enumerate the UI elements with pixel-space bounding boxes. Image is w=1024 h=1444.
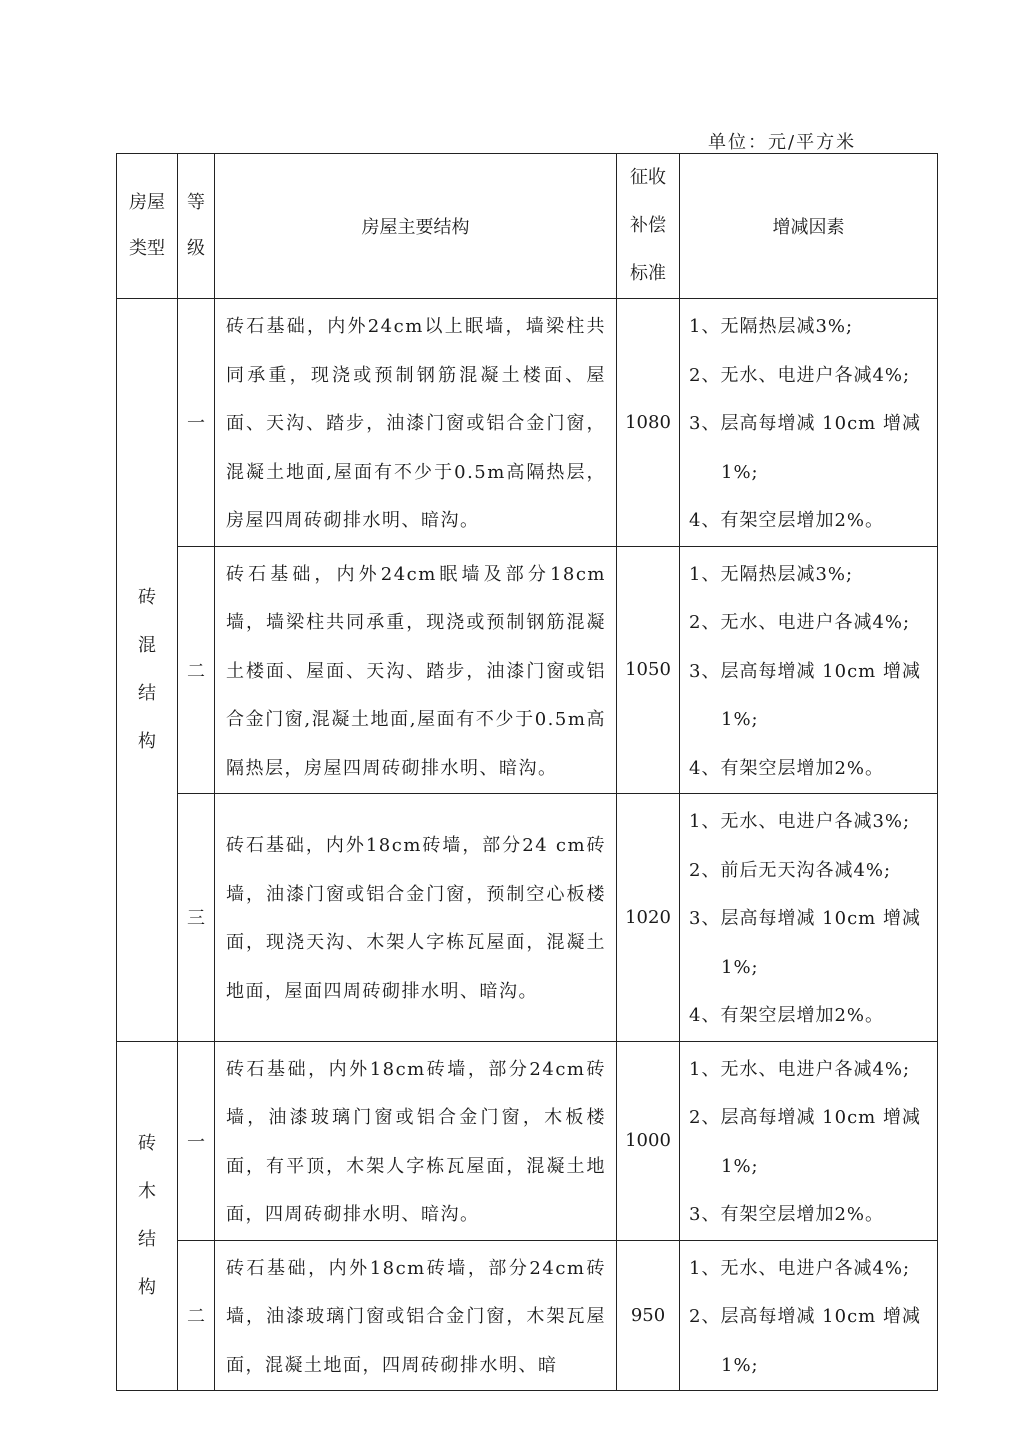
header-standard: 征收补偿标准: [617, 154, 680, 299]
table-row: [117, 1041, 938, 1240]
factors-cell: [680, 1240, 938, 1391]
header-grade: 等级: [178, 154, 215, 299]
factor-item: 1、无水、电进户各减3%;: [689, 811, 911, 832]
factor-item: 3、层高每增减 10cm 增减1%;: [689, 908, 921, 978]
header-factors: 增减因素: [680, 154, 938, 299]
price-cell: 950: [617, 1240, 680, 1391]
structure-cell: 砖石基础，内外24cm眠墙及部分18cm墙，墙梁柱共同承重，现浇或预制钢筋混凝土楼面、屋面、天沟、踏步，油漆门窗或铝合金门窗,混凝土地面,屋面有不少于0.5m高隔热层，房屋四周砖砌排水明、暗沟。: [215, 546, 617, 794]
grade-cell: 二: [178, 546, 215, 794]
header-structure: 房屋主要结构: [215, 154, 617, 299]
factor-item: 4、有架空层增加2%。: [689, 510, 885, 531]
structure-cell: 砖石基础，内外24cm以上眠墙，墙梁柱共同承重，现浇或预制钢筋混凝土楼面、屋面、天沟、踏步，油漆门窗或铝合金门窗，混凝土地面,屋面有不少于0.5m高隔热层，房屋四周砖砌排水明、暗沟。: [215, 299, 617, 547]
factor-item: 4、有架空层增加2%。: [689, 757, 885, 779]
table-row: [117, 1240, 938, 1391]
factor-item: 2、前后无天沟各减4%;: [689, 859, 892, 881]
factor-item: 2、层高每增减 10cm 增减1%;: [689, 1306, 921, 1376]
structure-cell: 砖石基础，内外18cm砖墙，部分24cm砖墙，油漆玻璃门窗或铝合金门窗，木架瓦屋面，混凝土地面，四周砖砌排水明、暗: [215, 1240, 617, 1391]
table-row: [117, 546, 938, 794]
grade-cell: 二: [178, 1240, 215, 1391]
grade-cell: 一: [178, 299, 215, 547]
compensation-table: [116, 153, 938, 1391]
factor-item: 1、无水、电进户各减4%;: [689, 1058, 911, 1080]
price-cell: 1080: [617, 299, 680, 547]
price-cell: 1050: [617, 546, 680, 794]
factors-cell: [680, 546, 938, 794]
factor-item: 1、无隔热层减3%;: [689, 563, 854, 585]
factors-cell: [680, 1041, 938, 1240]
grade-cell: 一: [178, 1041, 215, 1240]
factor-item: 2、无水、电进户各减4%;: [689, 612, 911, 633]
type-cell: 砖木结构: [117, 1041, 178, 1391]
factor-item: 1、无水、电进户各减4%;: [689, 1257, 911, 1279]
factor-item: 2、层高每增减 10cm 增减1%;: [689, 1107, 921, 1177]
grade-cell: 三: [178, 794, 215, 1042]
price-cell: 1000: [617, 1041, 680, 1240]
factor-item: 3、层高每增减 10cm 增减1%;: [689, 660, 921, 730]
price-cell: 1020: [617, 794, 680, 1042]
factor-item: 4、有架空层增加2%。: [689, 1005, 885, 1026]
table-row: [117, 299, 938, 547]
header-row: [117, 154, 938, 299]
factor-item: 3、有架空层增加2%。: [689, 1204, 885, 1225]
unit-label: 单位：元/平方米: [708, 132, 857, 153]
structure-cell: 砖石基础，内外18cm砖墙，部分24 cm砖墙，油漆门窗或铝合金门窗，预制空心板楼面，现浇天沟、木架人字栋瓦屋面，混凝土地面，屋面四周砖砌排水明、暗沟。: [215, 794, 617, 1042]
factors-cell: [680, 794, 938, 1042]
factor-item: 2、无水、电进户各减4%;: [689, 364, 911, 386]
table-row: [117, 794, 938, 1042]
factors-cell: [680, 299, 938, 547]
structure-cell: 砖石基础，内外18cm砖墙，部分24cm砖墙，油漆玻璃门窗或铝合金门窗，木板楼面，有平顶，木架人字栋瓦屋面，混凝土地面，四周砖砌排水明、暗沟。: [215, 1041, 617, 1240]
factor-item: 1、无隔热层减3%;: [689, 316, 854, 337]
factor-item: 3、层高每增减 10cm 增减1%;: [689, 413, 921, 483]
type-cell: 砖混结构: [117, 299, 178, 1042]
header-type: 房屋类型: [117, 154, 178, 299]
